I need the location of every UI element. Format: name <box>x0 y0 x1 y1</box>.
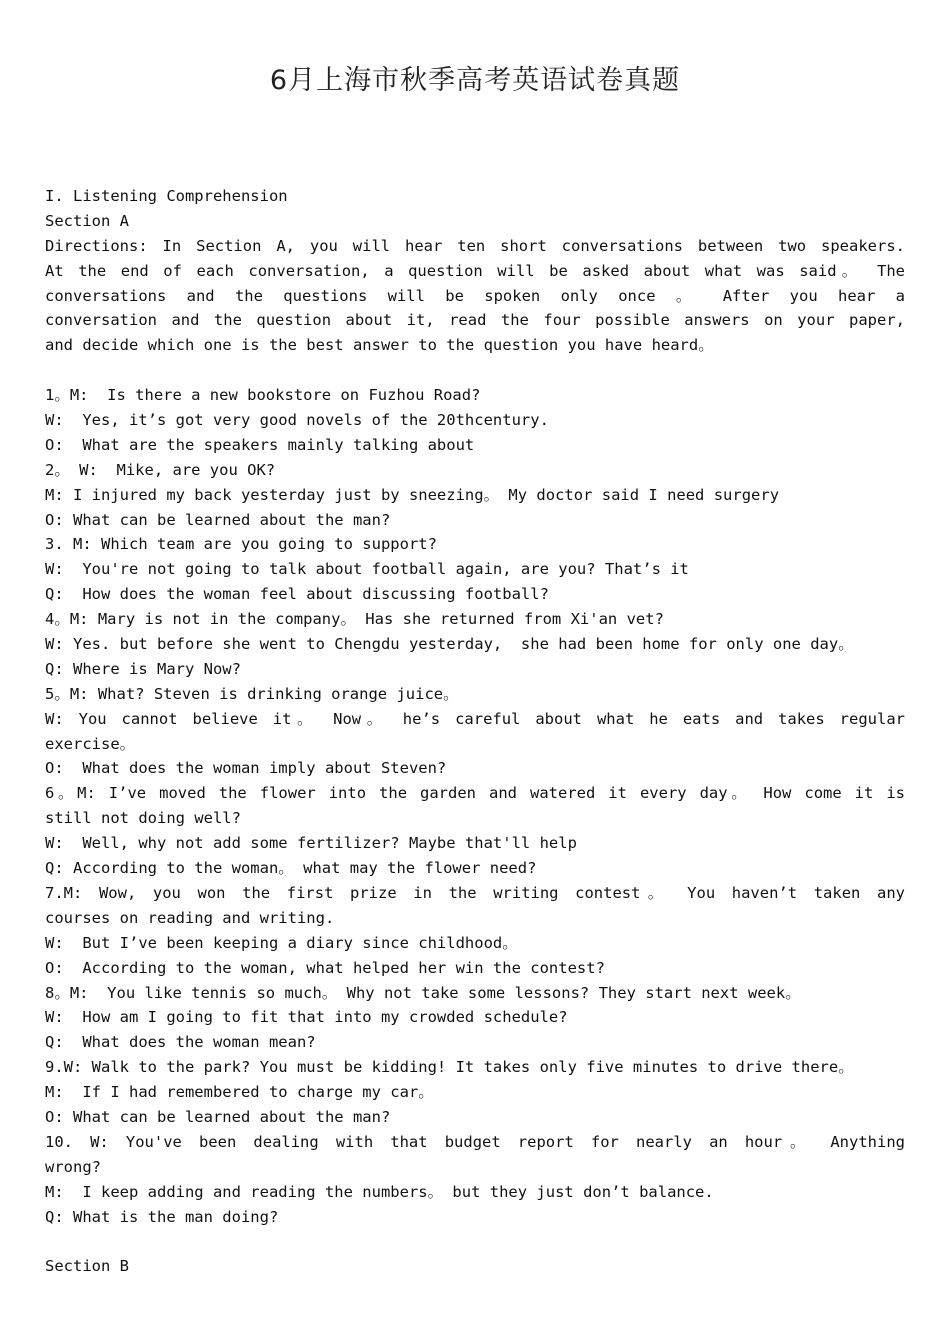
dialogue-line: Q: According to the woman。 what may the flower need? <box>45 859 537 878</box>
dialogue-line: O: What can be learned about the man? <box>45 1107 391 1126</box>
section-a-heading: Section A <box>45 211 129 230</box>
dialogue-line: Q: What is the man doing? <box>45 1207 279 1226</box>
dialogue-line: W: You're not going to talk about football again, are you? That’s it <box>45 560 689 579</box>
dialogue-line: O: What does the woman imply about Steven? <box>45 759 447 778</box>
dialogue-line: O: What are the speakers mainly talking about <box>45 435 475 454</box>
dialogue-line: W: You cannot believe it。 Now。 he’s careful about what he eats and takes regular <box>45 709 905 728</box>
dialogue-line: 7.M: Wow, you won the first prize in the writing contest。 You haven’t taken any <box>45 883 905 902</box>
part-heading: I. Listening Comprehension <box>45 187 288 205</box>
dialogue-line: 5。M: What? Steven is drinking orange juice。 <box>45 684 459 703</box>
dialogue-line: M: If I had remembered to charge my car。 <box>45 1083 434 1102</box>
spacer <box>45 1229 905 1254</box>
dialogue-line: 1。M: Is there a new bookstore on Fuzhou Road? <box>45 386 481 405</box>
directions-line: At the end of each conversation, a question will be asked about what was said。 The <box>45 261 905 280</box>
dialogue-line: exercise。 <box>45 734 136 753</box>
dialogue-line: courses on reading and writing. <box>45 908 335 927</box>
dialogue-line: Q: Where is Mary Now? <box>45 659 241 678</box>
spacer <box>45 358 905 383</box>
dialogue-line: M: I injured my back yesterday just by sneezing。 My doctor said I need surgery <box>45 485 780 504</box>
document-body <box>45 184 905 1279</box>
dialogue-line: Q: What does the woman mean? <box>45 1033 316 1052</box>
dialogue-line: M: I keep adding and reading the numbers。 but they just don’t balance. <box>45 1182 714 1201</box>
dialogue-line: W: How am I going to fit that into my crowded schedule? <box>45 1008 568 1027</box>
dialogue-line: W: Yes, it’s got very good novels of the 20thcentury. <box>45 411 549 430</box>
dialogue-line: W: Yes. but before she went to Chengdu yesterday, she had been home for only one day。 <box>45 635 854 654</box>
dialogue-line: Q: How does the woman feel about discussing football? <box>45 585 549 604</box>
dialogue-line: 10. W: You've been dealing with that budget report for nearly an hour。 Anything <box>45 1132 905 1151</box>
section-b-heading: Section B <box>45 1257 129 1276</box>
dialogue-line: W: But I’ve been keeping a diary since childhood。 <box>45 933 518 952</box>
dialogue-line: 4。M: Mary is not in the company。 Has she returned from Xi'an vet? <box>45 610 664 629</box>
dialogue-line: 9.W: Walk to the park? You must be kidding! It takes only five minutes to drive there。 <box>45 1058 854 1077</box>
dialogue-line: O: What can be learned about the man? <box>45 510 391 529</box>
directions-line: conversations and the questions will be spoken only once 。 After you hear a <box>45 286 905 305</box>
dialogue-line: still not doing well? <box>45 809 241 828</box>
directions-line: Directions: In Section A, you will hear ten short conversations between two speakers. <box>45 236 905 255</box>
directions-line: conversation and the question about it, read the four possible answers on your paper, <box>45 311 905 330</box>
dialogue-line: W: Well, why not add some fertilizer? Maybe that'll help <box>45 834 577 853</box>
directions-line: and decide which one is the best answer to the question you have heard。 <box>45 336 714 355</box>
dialogue-line: 6。M: I’ve moved the flower into the garden and watered it every day。 How come it is <box>45 784 905 803</box>
dialogue-line: 3. M: Which team are you going to support? <box>45 535 437 554</box>
dialogue-line: 8。M: You like tennis so much。 Why not take some lessons? They start next week。 <box>45 983 801 1002</box>
dialogue-line: 2。 W: Mike, are you OK? <box>45 460 276 479</box>
dialogue-line: O: According to the woman, what helped her win the contest? <box>45 958 605 977</box>
page-title: 6月上海市秋季高考英语试卷真题 <box>269 65 681 96</box>
dialogue-line: wrong? <box>45 1157 101 1176</box>
